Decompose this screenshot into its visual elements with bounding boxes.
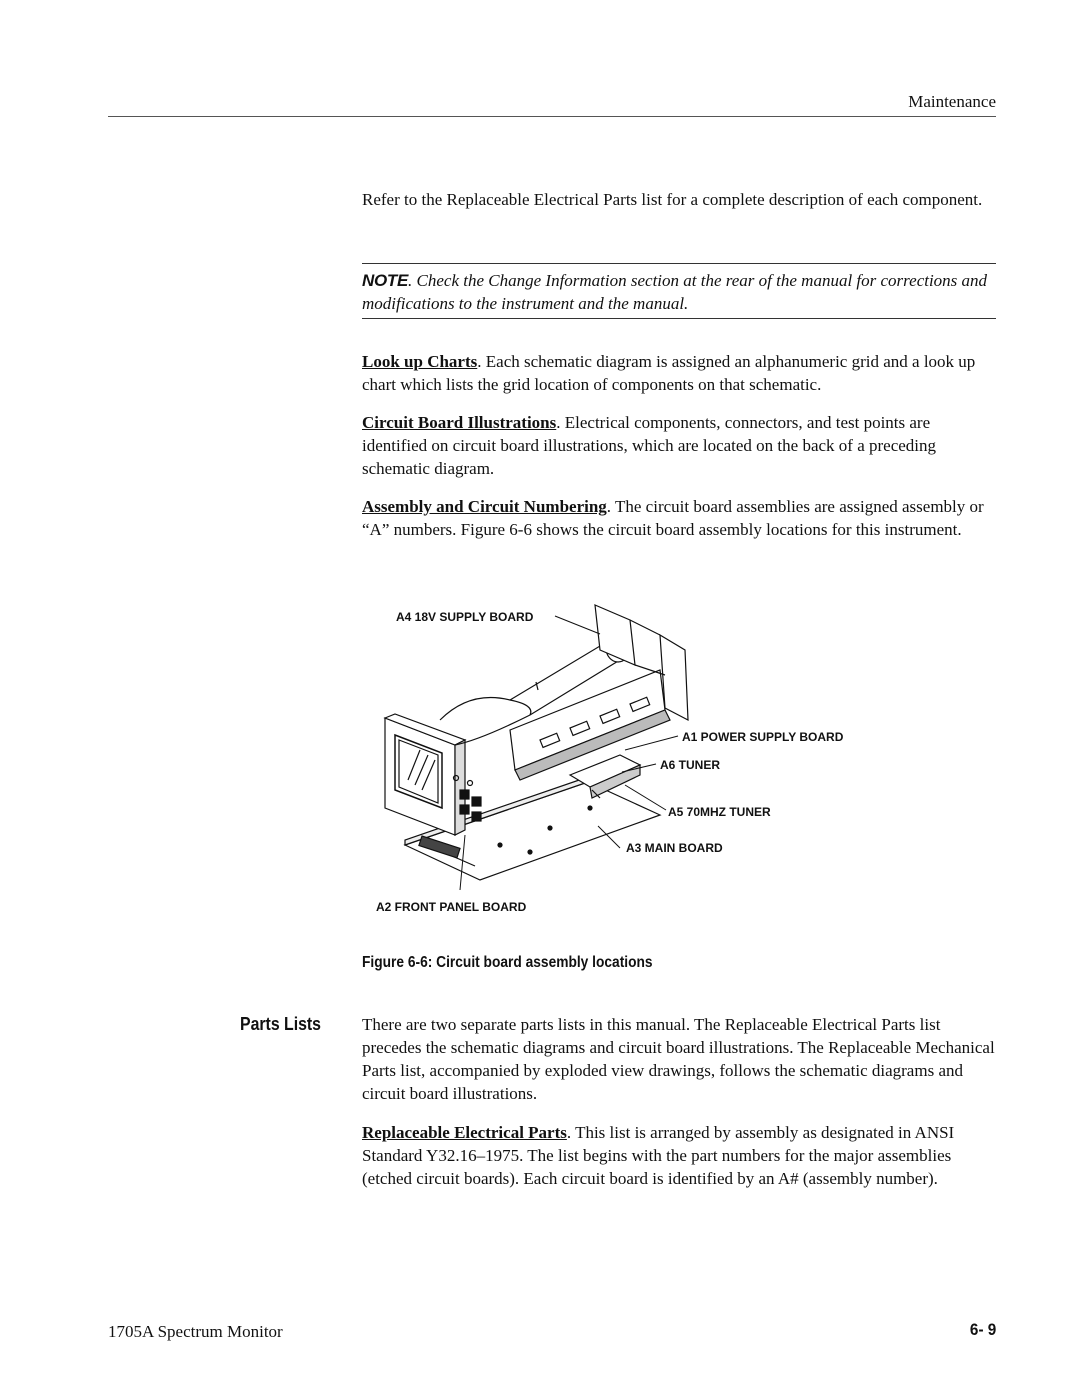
assembly-numbering-text: . The circuit board assemblies are assigned assembly or “A” numbers. Figure 6-6 shows the circuit board assembly locations for this instrument. xyxy=(362,497,984,539)
figure-label-a1: A1 POWER SUPPLY BOARD xyxy=(682,730,844,744)
callout-leaders xyxy=(360,590,740,910)
assembly-numbering-paragraph xyxy=(362,495,996,541)
lookup-charts-lead: Look up Charts xyxy=(362,352,478,371)
note-bottom-rule xyxy=(362,318,996,319)
figure-caption: Figure 6-6: Circuit board assembly locations xyxy=(362,954,653,971)
circuit-board-illustrations-text: . Electrical components, connectors, and test points are identified on circuit board illustrations, which are located on the back of a preceding schematic diagram. xyxy=(362,413,937,478)
footer-page-number: 6- 9 xyxy=(969,1320,996,1339)
running-header: Maintenance xyxy=(908,92,996,111)
figure-label-a2: A2 FRONT PANEL BOARD xyxy=(376,900,527,914)
lookup-charts-text: . Each schematic diagram is assigned an alphanumeric grid and a look up chart which lists the grid location of components on that schematic. xyxy=(362,352,976,394)
note-text: . Check the Change Information section at the rear of the manual for corrections and modifications to the instrument and the manual. xyxy=(362,271,988,313)
figure-label-a4: A4 18V SUPPLY BOARD xyxy=(396,610,534,624)
header-rule xyxy=(108,116,996,117)
assembly-numbering-lead: Assembly and Circuit Numbering xyxy=(362,497,607,516)
circuit-board-illustrations-lead: Circuit Board Illustrations xyxy=(362,413,557,432)
note-block xyxy=(362,269,996,315)
intro-paragraph: Refer to the Replaceable Electrical Parts list for a complete description of each component. xyxy=(362,190,983,209)
footer-manual-title: 1705A Spectrum Monitor xyxy=(108,1322,283,1341)
parts-lists-heading: Parts Lists xyxy=(240,1014,322,1034)
replaceable-electrical-parts-text: . This list is arranged by assembly as designated in ANSI Standard Y32.16–1975. The list begins with the part numbers for the major assemblies (etched circuit boards). Each circuit board is identified by an A# (assembly number). xyxy=(362,1123,955,1188)
note-label: NOTE xyxy=(362,271,409,290)
figure-label-a6: A6 TUNER xyxy=(660,758,721,772)
circuit-board-illustrations-paragraph xyxy=(362,411,996,480)
figure-label-a3: A3 MAIN BOARD xyxy=(626,841,723,855)
replaceable-electrical-parts-lead: Replaceable Electrical Parts xyxy=(362,1123,567,1142)
parts-lists-intro: There are two separate parts lists in this manual. The Replaceable Electrical Parts list precedes the schematic diagrams and circuit board illustrations. The Replaceable Mechanical Parts list, accompanied by exploded view drawings, follows the schematic diagrams and circuit board illustrations. xyxy=(362,1015,995,1103)
lookup-charts-paragraph xyxy=(362,350,996,396)
figure-label-a5: A5 70MHZ TUNER xyxy=(668,805,771,819)
replaceable-electrical-parts-paragraph xyxy=(362,1121,996,1190)
note-top-rule xyxy=(362,263,996,264)
